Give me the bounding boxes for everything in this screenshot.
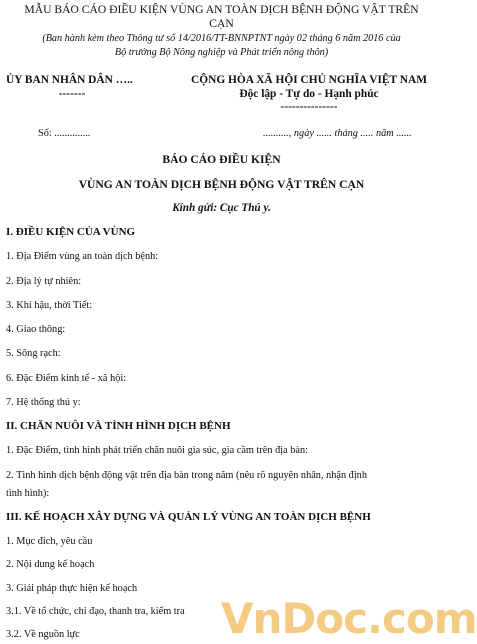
section1-item-6: 6. Đặc Điểm kinh tế - xã hội: bbox=[6, 373, 127, 384]
form-title-line1: MẪU BÁO CÁO ĐIỀU KIỆN VÙNG AN TOÀN DỊCH BỆNH ĐỘNG VẬT TRÊN bbox=[24, 3, 419, 16]
section2-item-2-line1: 2. Tình hình dịch bệnh động vật trên địa bàn trong năm (nêu rõ nguyên nhân, nhận định bbox=[6, 470, 367, 481]
left-header-dash: ------- bbox=[58, 88, 86, 100]
form-title-line2: CẠN bbox=[209, 17, 234, 30]
section1-item-7: 7. Hệ thống thú y: bbox=[6, 397, 81, 408]
section1-item-5: 5. Sông rạch: bbox=[6, 348, 61, 359]
section3-item-1: 1. Mục đích, yêu cầu bbox=[6, 536, 93, 547]
section3-item-2: 2. Nội dung kế hoạch bbox=[6, 559, 95, 570]
section1-item-3: 3. Khí hậu, thời Tiết: bbox=[6, 300, 93, 311]
section3-item-3-1: 3.1. Về tổ chức, chỉ đạo, thanh tra, kiểm tra bbox=[6, 606, 185, 617]
decree-line1: (Ban hành kèm theo Thông tư số 14/2016/TT-BNNPTNT ngày 02 tháng 6 năm 2016 của bbox=[42, 33, 401, 44]
right-header-motto: Độc lập - Tự do - Hạnh phúc bbox=[239, 88, 379, 100]
section2-heading: II. CHĂN NUÔI VÀ TÌNH HÌNH DỊCH BỆNH bbox=[6, 420, 231, 432]
document-date: .........., ngày ...... tháng ..... năm ...... bbox=[263, 128, 412, 139]
section1-item-1: 1. Địa Điểm vùng an toàn dịch bệnh: bbox=[6, 251, 159, 262]
recipient: Kính gửi: Cục Thú y. bbox=[172, 202, 271, 214]
section3-heading: III. KẾ HOẠCH XÂY DỰNG VÀ QUẢN LÝ VÙNG AN TOÀN DỊCH BỆNH bbox=[6, 511, 371, 523]
section2-item-1: 1. Đặc Điểm, tình hình phát triển chăn nuôi gia súc, gia cầm trên địa bàn: bbox=[6, 445, 308, 456]
section1-item-2: 2. Địa lý tự nhiên: bbox=[6, 276, 82, 287]
section1-heading: I. ĐIỀU KIỆN CỦA VÙNG bbox=[6, 226, 136, 238]
section1-item-4: 4. Giao thông: bbox=[6, 324, 66, 335]
vndoc-watermark-logo: VnDoc.com bbox=[221, 594, 477, 643]
report-title: BÁO CÁO ĐIỀU KIỆN bbox=[162, 153, 281, 166]
section2-item-2-line2: tình hình): bbox=[6, 488, 50, 499]
document-number: Số: .............. bbox=[38, 128, 91, 139]
section3-item-3-2: 3.2. Về nguồn lực bbox=[6, 629, 80, 640]
right-header-dash: --------------- bbox=[280, 101, 338, 113]
section3-item-3: 3. Giải pháp thực hiện kế hoạch bbox=[6, 583, 138, 594]
decree-line2: Bộ trưởng Bộ Nông nghiệp và Phát triển nông thôn) bbox=[114, 47, 329, 58]
right-header-country: CỘNG HÒA XÃ HỘI CHỦ NGHĨA VIỆT NAM bbox=[191, 74, 427, 86]
left-header-agency: ỦY BAN NHÂN DÂN ….. bbox=[6, 74, 133, 86]
report-subtitle: VÙNG AN TOÀN DỊCH BỆNH ĐỘNG VẬT TRÊN CẠN bbox=[78, 178, 365, 191]
